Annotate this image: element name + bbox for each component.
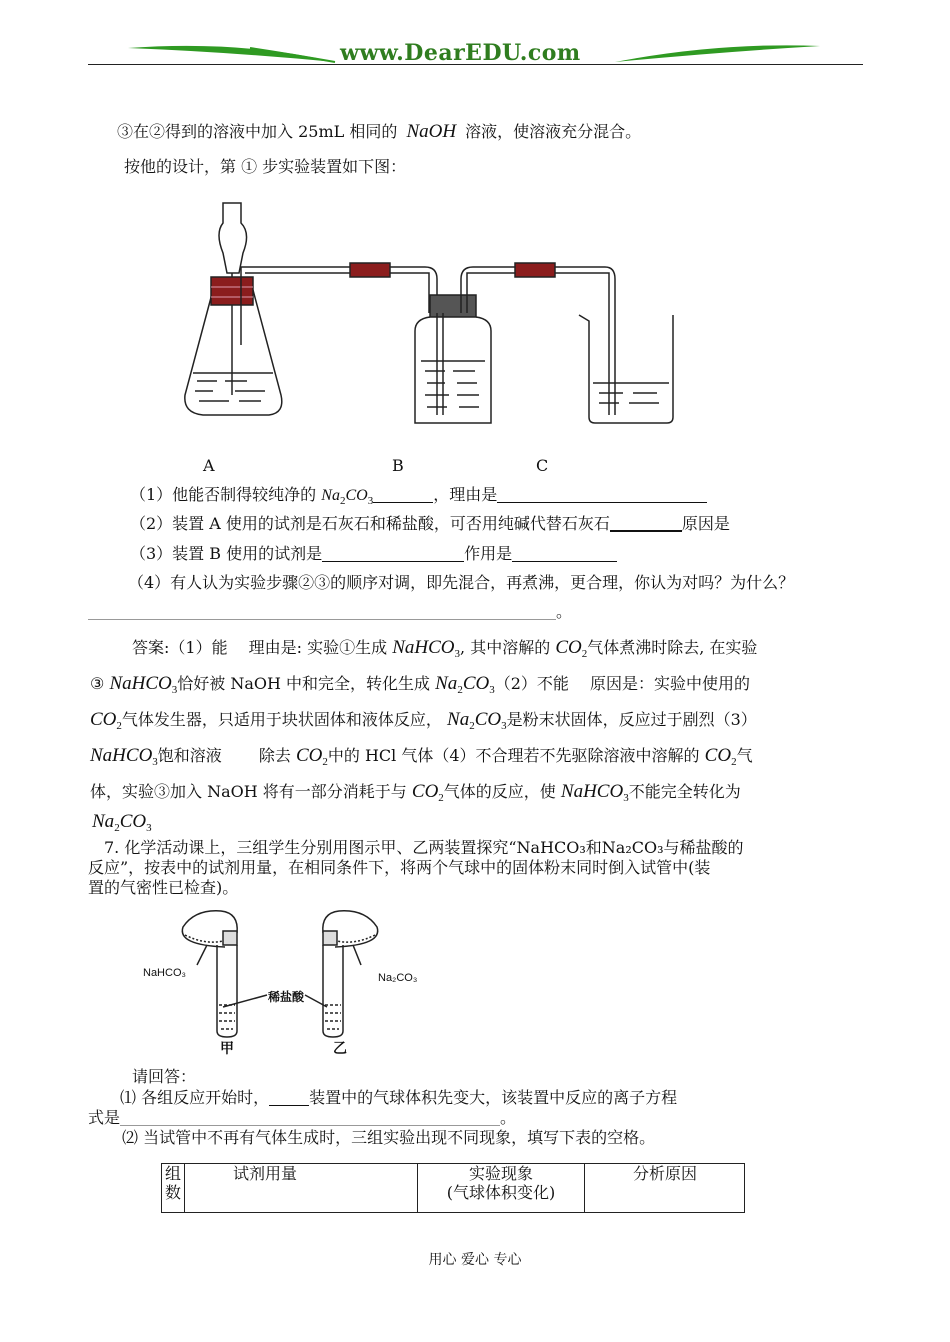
question-2 [130,514,730,534]
apparatus-label-b: B [392,456,404,475]
answer-text: 答案:（1）能 理由是: 实验①生成 [132,638,388,657]
q1-answer-blank-1[interactable] [373,486,433,503]
q7-sub1-text: 装置中的气球体积先变大，该装置中反应的离子方程 [309,1088,678,1107]
answer-line-3: $CO_2$气体发生器，只适用于块状固体和液体反应， $Na_2CO_3$是粉末状固体，反应过于剧烈（3） [90,709,757,732]
answer-text: 恰好被 NaOH 中和完全，转化生成 [177,674,431,693]
table-header-group: 组 数 [162,1164,185,1213]
answer-text: （2）不能 原因是：实验中使用的 [494,674,750,693]
q7-sub1-period: 。 [500,1108,517,1127]
design-line: 按他的设计，第 ① 步实验装置如下图： [124,157,407,176]
answer-line-1: 答案:（1）能 理由是: 实验①生成 NaHCO$_3$, 其中溶解的 $CO_2$气体煮沸时除去, 在实验 [132,637,758,660]
answer-text: 体，实验③加入 NaOH 将有一部分消耗于与 [90,782,407,801]
answer-text: 不能完全转化为 [628,782,741,801]
reagent-label-hcl: 稀盐酸 [268,990,305,1004]
answer-line-2: ③ NaHCO$_3$恰好被 NaOH 中和完全，转化生成 $Na_2CO_3(2)$不能 原因是：实验中使用的 [90,673,750,696]
q7-line-3: 置的气密性已检查)。 [88,878,239,897]
q7-sub1-text: 式是 [88,1108,121,1127]
naoh-formula: NaOH [406,121,457,142]
q7-sub1-text: ⑴ 各组反应开始时， [120,1088,270,1107]
q2-text: （2）装置 A 使用的试剂是石灰石和稀盐酸，可否用纯碱代替石灰石 [130,514,610,533]
answer-text: 气体发生器，只适用于块状固体和液体反应， [121,710,442,729]
apparatus-figure [175,195,695,430]
label-yi: 乙 [333,1041,347,1057]
answer-text: 气体的反应，使 [443,782,556,801]
q3-role-label: 作用是 [464,544,513,563]
q7-line-1: 7. 化学活动课上，三组学生分别用图示甲、乙两装置探究“NaHCO₃和Na₂CO₃与稀盐酸的 [104,838,744,857]
q7-sub1-blank-2[interactable] [120,1109,500,1126]
q3-answer-blank-1[interactable] [322,545,464,562]
answer-text: 饱和溶液 除去 [157,746,291,765]
reagent-label-na2co3: Na₂CO₃ [378,972,418,984]
step3-text-b: 溶液，使溶液充分混合。 [465,122,642,141]
apparatus-label-c: C [536,456,549,475]
answer-text: 气体煮沸时除去, 在实验 [587,638,758,657]
header-leaf-decoration [120,40,840,66]
answer-text: 气 [736,746,753,765]
answer-text: 是粉末状固体，反应过于剧烈（3） [506,710,757,729]
q3-answer-blank-2[interactable] [512,545,617,562]
table-header-phenomenon [418,1164,585,1213]
q7-sub2: ⑵ 当试管中不再有气体生成时，三组实验出现不同现象，填写下表的空格。 [122,1128,656,1147]
site-logo-text: www.DearEDU.com [340,40,581,66]
answer-text: , 其中溶解的 [460,638,551,657]
table-header-reagent: 试剂用量 [185,1164,418,1213]
answer-line-5: 体，实验③加入 NaOH 将有一部分消耗于与 $CO_2$气体的反应，使 NaHCO$_3$不能完全转化为 [90,781,741,804]
answer-text: 中的 HCl 气体（4）不合理若不先驱除溶液中溶解的 [327,746,700,765]
answer-text: ③ [90,674,105,693]
q1-answer-blank-2[interactable] [497,486,707,503]
reagent-label-nahco3: NaHCO₃ [143,967,186,979]
label-jia: 甲 [220,1041,234,1057]
phenomenon-label: 实验现象 [468,1164,533,1183]
q7-sub1 [120,1088,677,1108]
answer-line-6: $Na_2CO_3$ [92,811,152,834]
result-table [161,1163,745,1213]
question-1: （1）他能否制得较纯净的 $Na_2CO_3$ ，理由是 [130,485,707,511]
table-header-analysis: 分析原因 [585,1164,745,1213]
step3-text-a: ③在②得到的溶液中加入 25mL 相同的 [117,122,398,141]
q7-sub1-cont [88,1108,516,1128]
q3-text: （3）装置 B 使用的试剂是 [130,544,323,563]
question-3 [130,544,617,564]
footer-slogan: 用心 爱心 专心 [428,1252,522,1268]
apparatus-label-a: A [203,456,215,475]
q1-reason-label: ，理由是 [433,485,498,504]
header-rule [88,64,863,65]
step3-line [117,122,641,142]
question-4: （4）有人认为实验步骤②③的顺序对调，即先混合，再煮沸，更合理，你认为对吗？为什么？ [128,573,795,592]
q2-reason-label: 原因是 [681,514,730,533]
phenomenon-sublabel: (气球体积变化) [446,1183,556,1202]
q7-line-2: 反应”，按表中的试剂用量，在相同条件下，将两个气球中的固体粉末同时倒入试管中(装 [88,858,711,877]
question-4-answer-line [88,602,572,622]
q1-text: （1）他能否制得较纯净的 [130,485,317,504]
q7-sub1-blank-1[interactable] [269,1089,309,1106]
q2-answer-blank[interactable] [610,514,682,532]
table-header-row [162,1164,745,1213]
q4-period: 。 [556,602,573,621]
q4-answer-blank[interactable] [88,603,556,620]
please-answer: 请回答： [132,1067,197,1086]
answer-line-4: NaHCO$_3$饱和溶液 除去 $CO_2$中的 HCl 气体（4）不合理若不先驱除溶液中溶解的 $CO_2$气 [90,745,753,768]
